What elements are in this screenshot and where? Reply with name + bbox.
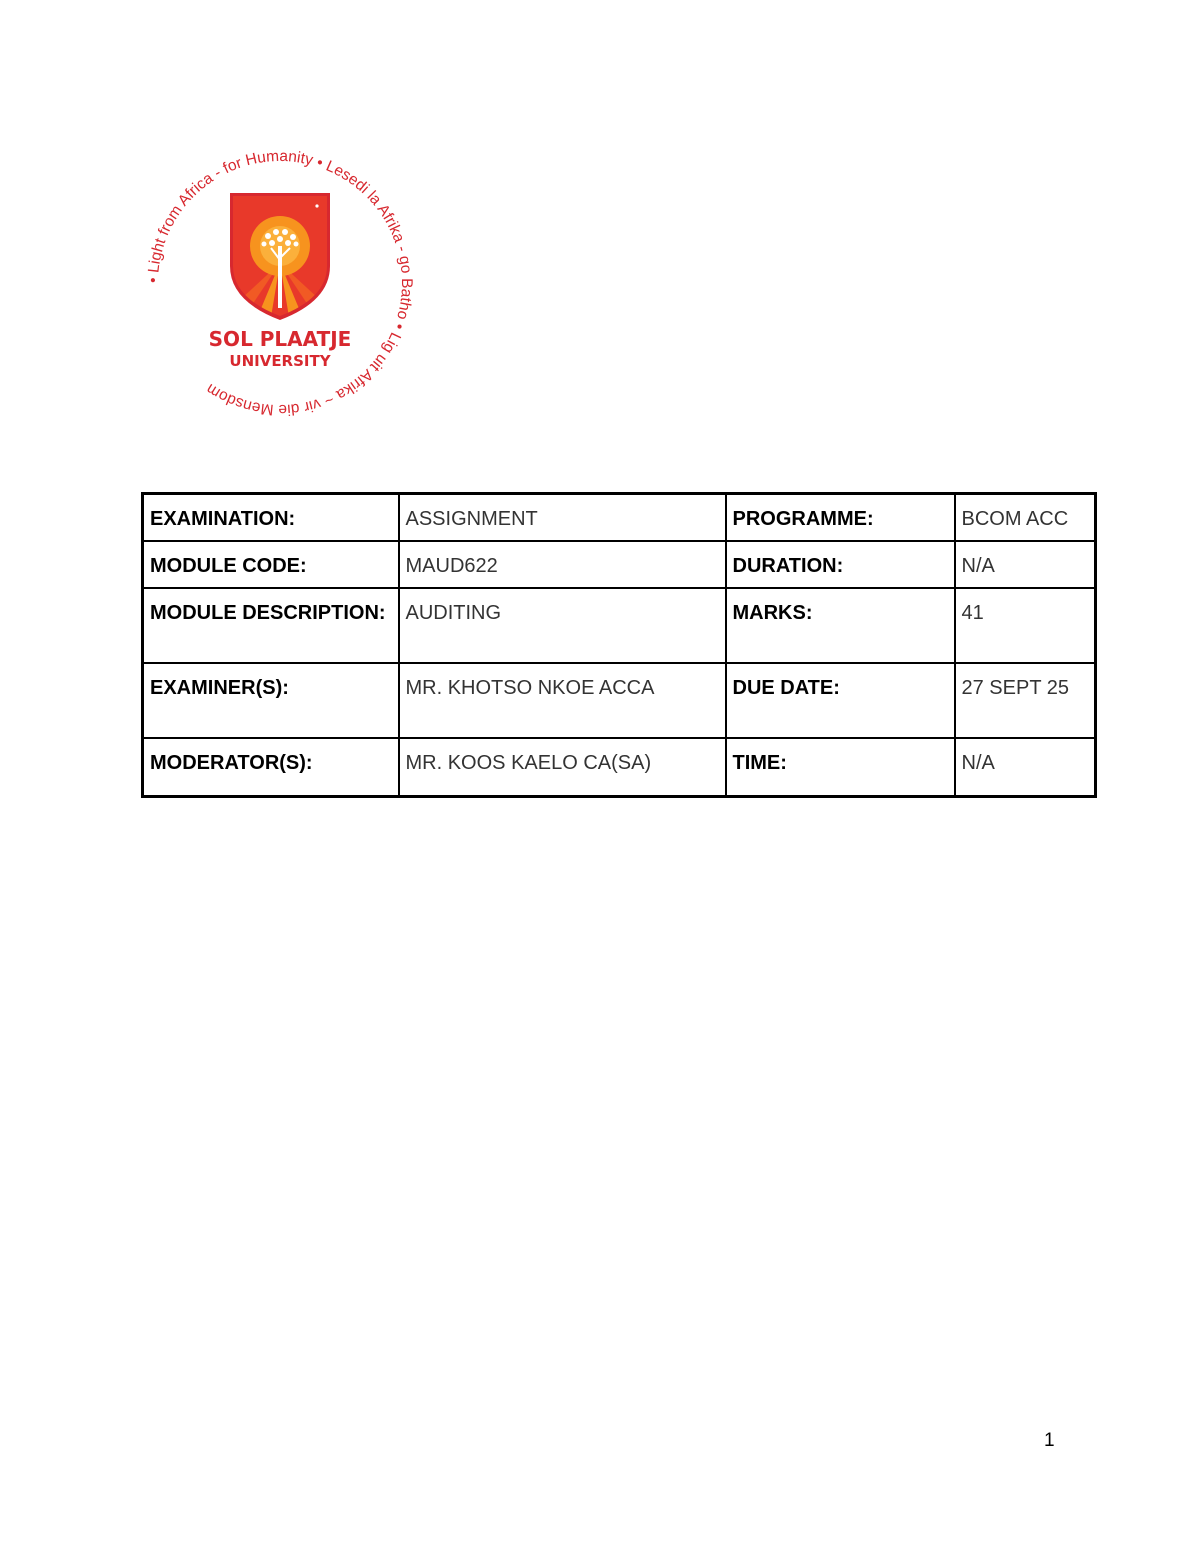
programme-label: PROGRAMME:: [726, 494, 955, 542]
module-description-label: MODULE DESCRIPTION:: [143, 588, 399, 663]
examiners-label: EXAMINER(S):: [143, 663, 399, 738]
due-date-label: DUE DATE:: [726, 663, 955, 738]
page-number: 1: [1044, 1430, 1055, 1451]
programme-value: BCOM ACC: [955, 494, 1096, 542]
logo-name-line2: UNIVERSITY: [229, 352, 331, 370]
time-value: N/A: [955, 738, 1096, 796]
logo-ring-text: • Light from Africa - for Humanity • Lesedi la Afrika - go Batho • Lig uit Afrika ~ vir die Mensdom: [145, 148, 415, 418]
university-logo: [145, 148, 415, 418]
duration-label: DURATION:: [726, 541, 955, 588]
moderators-label: MODERATOR(S):: [143, 738, 399, 796]
table-row: [143, 494, 1096, 542]
examination-value: ASSIGNMENT: [399, 494, 726, 542]
module-code-value: MAUD622: [399, 541, 726, 588]
module-description-value: AUDITING: [399, 588, 726, 663]
moderators-value: MR. KOOS KAELO CA(SA): [399, 738, 726, 796]
table-row: [143, 738, 1096, 796]
examination-label: EXAMINATION:: [143, 494, 399, 542]
marks-value: 41: [955, 588, 1096, 663]
due-date-value: 27 SEPT 25: [955, 663, 1096, 738]
table-row: [143, 541, 1096, 588]
examiners-value: MR. KHOTSO NKOE ACCA: [399, 663, 726, 738]
table-row: [143, 588, 1096, 663]
exam-details-table: [141, 492, 1097, 798]
module-code-label: MODULE CODE:: [143, 541, 399, 588]
marks-label: MARKS:: [726, 588, 955, 663]
table-row: [143, 663, 1096, 738]
logo-name-line1: SOL PLAATJE: [208, 327, 352, 351]
duration-value: N/A: [955, 541, 1096, 588]
time-label: TIME:: [726, 738, 955, 796]
shield-icon: [215, 193, 345, 323]
